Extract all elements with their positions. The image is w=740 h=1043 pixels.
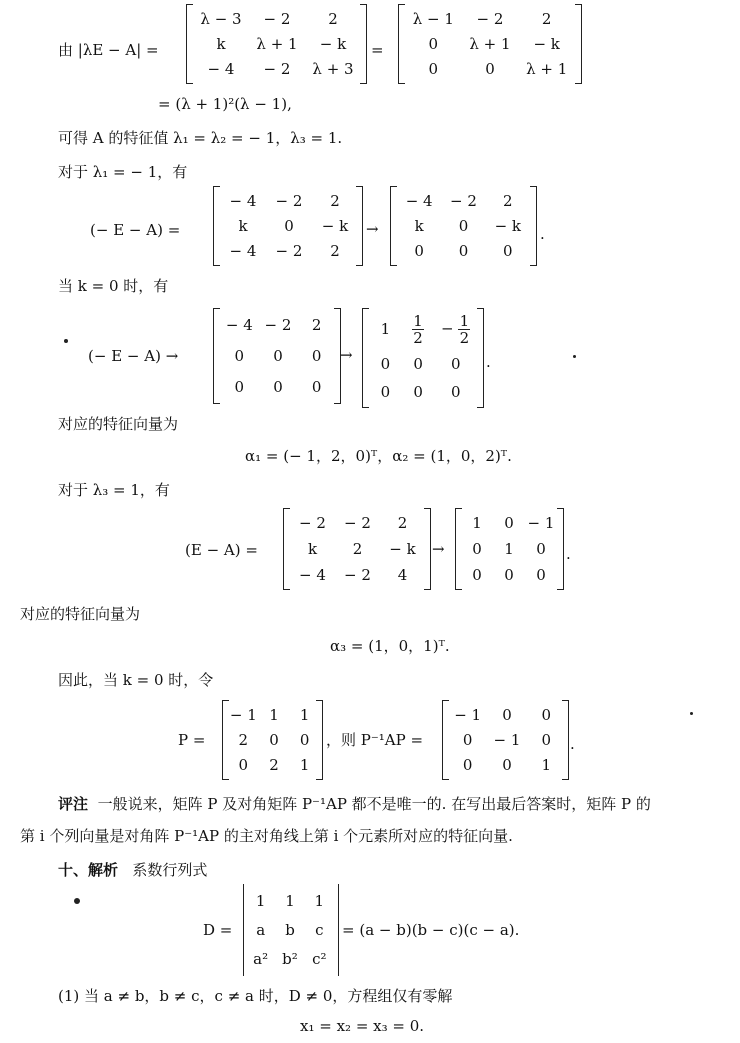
det-entries (246, 886, 334, 974)
case1-reduced-matrix (397, 188, 530, 264)
matrix-entry: − k (321, 216, 349, 235)
period: . (540, 225, 545, 243)
section-number: 十、解析 (58, 861, 119, 879)
reduce-arrow-icon: → (366, 220, 379, 238)
matrix-entry: 0 (503, 242, 513, 261)
note-line-2: 第 i 个列向量是对角阵 P⁻¹AP 的主对角线上第 i 个元素所对应的特征向量. (20, 827, 513, 845)
matrix-entry: 0 (450, 383, 461, 402)
dot-mark (573, 355, 576, 358)
matrix-entry: 0 (450, 355, 461, 374)
matrix-entry: 0 (269, 730, 279, 749)
matrix-entry: λ + 1 (256, 34, 298, 53)
matrix-entry: 1 (504, 540, 514, 558)
matrix-entry: 0 (299, 730, 310, 749)
matrix-entry: − $\frac{1}{2}$ (441, 311, 470, 347)
matrix-entry: − 2 (299, 514, 326, 532)
matrix-entry: 0 (311, 377, 322, 396)
matrix-entry: 1 (255, 891, 266, 910)
matrix-bracket (186, 4, 193, 84)
matrix-entry: 0 (462, 730, 473, 749)
matrix-entry: 0 (504, 566, 514, 584)
matrix-bracket (316, 700, 323, 780)
matrix-entry: − k (494, 216, 522, 235)
matrix-entry: 0 (234, 377, 245, 396)
matrix-entry: 2 (352, 540, 363, 558)
case1-heading: 对于 λ₁ = − 1，有 (58, 163, 188, 181)
matrix-entry: 0 (536, 566, 546, 584)
matrix-entry: 2 (541, 9, 552, 28)
eigvec-2: α₃ = (1，0，1)ᵀ. (330, 637, 450, 655)
matrix-entry: 0 (536, 540, 546, 558)
matrix-entry: 2 (330, 191, 340, 210)
matrix-entry: 1 (314, 891, 325, 910)
det-expression-label: 由 |λE − A| = (58, 41, 159, 59)
k0-lhs: (− E − A) → (88, 347, 179, 365)
matrix-entry: 0 (502, 756, 512, 775)
matrix-entry: 0 (502, 705, 512, 724)
dot-mark (690, 712, 693, 715)
note-line-1 (58, 794, 651, 814)
matrix-entry: − 2 (263, 60, 291, 79)
matrix-entry: 0 (428, 34, 439, 53)
matrix-entry: k (307, 540, 318, 558)
matrix-bracket (424, 508, 431, 590)
matrix-entry: λ + 1 (469, 34, 511, 53)
matrix-entry: 0 (462, 756, 473, 775)
matrix-bracket (562, 700, 569, 780)
matrix-entry: 2 (311, 316, 322, 335)
matrix-entry: 0 (380, 383, 391, 402)
eigvec-label-2: 对应的特征向量为 (20, 605, 141, 623)
matrix-bracket (362, 308, 369, 408)
condition-1: (1) 当 a ≠ b，b ≠ c，c ≠ a 时，D ≠ 0，方程组仅有零解 (58, 987, 453, 1005)
zero-solution: x₁ = x₂ = x₃ = 0. (300, 1017, 425, 1035)
matrix-entry: 1 (285, 891, 295, 910)
matrix-entry: 0 (238, 756, 249, 775)
therefore-line: 因此，当 k = 0 时，令 (58, 671, 214, 689)
matrix-entry: b² (282, 950, 298, 969)
matrix-entry: a (256, 920, 266, 939)
case2-lhs: (E − A) = (185, 541, 258, 559)
char-matrix-2 (405, 6, 575, 82)
matrix-entry: a² (253, 950, 269, 969)
matrix-entry: 0 (413, 383, 423, 402)
k0-heading: 当 k = 0 时，有 (58, 277, 169, 295)
matrix-entry: − k (533, 34, 560, 53)
note-title: 评注 (58, 795, 89, 813)
matrix-entry: 0 (458, 216, 469, 235)
period: . (570, 735, 575, 753)
matrix-entry: λ − 1 (412, 9, 454, 28)
matrix-entry: − 4 (299, 566, 326, 584)
matrix-entry: − 2 (344, 514, 371, 532)
case2-matrix (290, 510, 425, 588)
matrix-entry: 1 (299, 756, 310, 775)
period: . (486, 353, 491, 371)
matrix-entry: 0 (273, 346, 283, 365)
case1-lhs: (− E − A) = (90, 221, 181, 239)
then-label: ，则 P⁻¹AP = (326, 731, 424, 749)
matrix-entry: 1 (269, 705, 279, 724)
reduce-arrow-icon: → (432, 540, 445, 558)
matrix-bracket (356, 186, 363, 266)
matrix-entry: 1 (472, 514, 482, 532)
dot-mark (64, 339, 68, 343)
matrix-entry: − 2 (275, 242, 303, 261)
dot-mark (74, 898, 80, 904)
eigenvalues-line: 可得 A 的特征值 λ₁ = λ₂ = − 1，λ₃ = 1. (58, 129, 343, 147)
p-matrix (228, 702, 320, 778)
matrix-entry: − 1 (493, 730, 521, 749)
note-text-1: 一般说来，矩阵 P 及对角矩阵 P⁻¹AP 都不是唯一的. 在写出最后答案时，矩阵 P 的 (97, 795, 651, 813)
matrix-bracket (398, 4, 405, 84)
matrix-bracket (213, 186, 220, 266)
matrix-entry: 1 (380, 320, 391, 339)
matrix-entry: − 2 (344, 566, 371, 584)
matrix-entry: 0 (541, 705, 552, 724)
matrix-entry: 0 (380, 355, 391, 374)
matrix-entry: 2 (269, 756, 279, 775)
matrix-bracket (390, 186, 397, 266)
matrix-entry: − 2 (476, 9, 504, 28)
matrix-entry: b (285, 920, 295, 939)
case2-reduced-matrix (461, 510, 557, 588)
matrix-bracket (557, 508, 564, 590)
matrix-entry: $\frac{1}{2}$ (413, 311, 423, 347)
matrix-entry: 2 (330, 242, 340, 261)
matrix-entry: − 4 (229, 191, 257, 210)
matrix-entry: c² (312, 950, 327, 969)
matrix-entry: 4 (397, 566, 408, 584)
k0-reduced-matrix (369, 308, 477, 406)
matrix-entry: 0 (284, 216, 294, 235)
matrix-entry: 0 (472, 540, 482, 558)
matrix-entry: k (414, 216, 424, 235)
d-rhs: = (a − b)(b − c)(c − a). (342, 921, 520, 939)
matrix-entry: 1 (299, 705, 310, 724)
case1-matrix (220, 188, 358, 264)
matrix-bracket (283, 508, 290, 590)
matrix-entry: − 1 (527, 514, 555, 532)
matrix-entry: − 4 (229, 242, 257, 261)
matrix-entry: 0 (413, 355, 423, 374)
matrix-entry: 0 (428, 60, 439, 79)
matrix-bracket (477, 308, 484, 408)
matrix-entry: λ + 3 (312, 60, 354, 79)
matrix-entry: c (315, 920, 324, 939)
case2-heading: 对于 λ₃ = 1，有 (58, 481, 170, 499)
matrix-entry: − 1 (454, 705, 482, 724)
matrix-entry: 0 (472, 566, 482, 584)
matrix-entry: − 2 (264, 316, 292, 335)
char-polynomial: = (λ + 1)²(λ − 1), (158, 95, 292, 113)
matrix-entry: 0 (458, 242, 469, 261)
period: . (566, 545, 571, 563)
char-matrix-1 (193, 6, 361, 82)
equals-sign: = (371, 41, 384, 59)
matrix-bracket (530, 186, 537, 266)
matrix-entry: 0 (414, 242, 424, 261)
matrix-entry: − k (319, 34, 347, 53)
reduce-arrow-icon: → (340, 346, 353, 364)
matrix-entry: 0 (485, 60, 495, 79)
matrix-entry: − 1 (229, 705, 257, 724)
eigvec-1: α₁ = (− 1，2，0)ᵀ，α₂ = (1，0，2)ᵀ. (245, 447, 512, 465)
matrix-entry: 2 (328, 9, 338, 28)
matrix-entry: − 4 (225, 316, 253, 335)
matrix-bracket (360, 4, 367, 84)
matrix-entry: − 2 (275, 191, 303, 210)
d-lhs: D = (203, 921, 233, 939)
matrix-bracket (213, 308, 220, 404)
matrix-entry: λ + 1 (526, 60, 568, 79)
matrix-entry: 2 (397, 514, 408, 532)
diag-matrix (448, 702, 566, 778)
matrix-entry: k (216, 34, 226, 53)
matrix-entry: 0 (234, 346, 245, 365)
matrix-entry: 0 (504, 514, 514, 532)
matrix-entry: − 2 (263, 9, 291, 28)
matrix-entry: − k (389, 540, 416, 558)
section-subtitle: 系数行列式 (132, 861, 208, 879)
matrix-entry: k (238, 216, 248, 235)
matrix-entry: 2 (503, 191, 513, 210)
section-heading (58, 860, 207, 880)
matrix-bracket (575, 4, 582, 84)
matrix-entry: 0 (273, 377, 283, 396)
eigvec-label-1: 对应的特征向量为 (58, 415, 179, 433)
matrix-entry: 0 (541, 730, 552, 749)
k0-matrix (220, 310, 336, 402)
matrix-entry: − 4 (207, 60, 235, 79)
matrix-entry: λ − 3 (200, 9, 242, 28)
p-lhs: P = (178, 731, 206, 749)
matrix-entry: 2 (238, 730, 249, 749)
matrix-entry: 0 (311, 346, 322, 365)
matrix-entry: 1 (541, 756, 552, 775)
matrix-entry: − 2 (450, 191, 477, 210)
matrix-entry: − 4 (405, 191, 433, 210)
